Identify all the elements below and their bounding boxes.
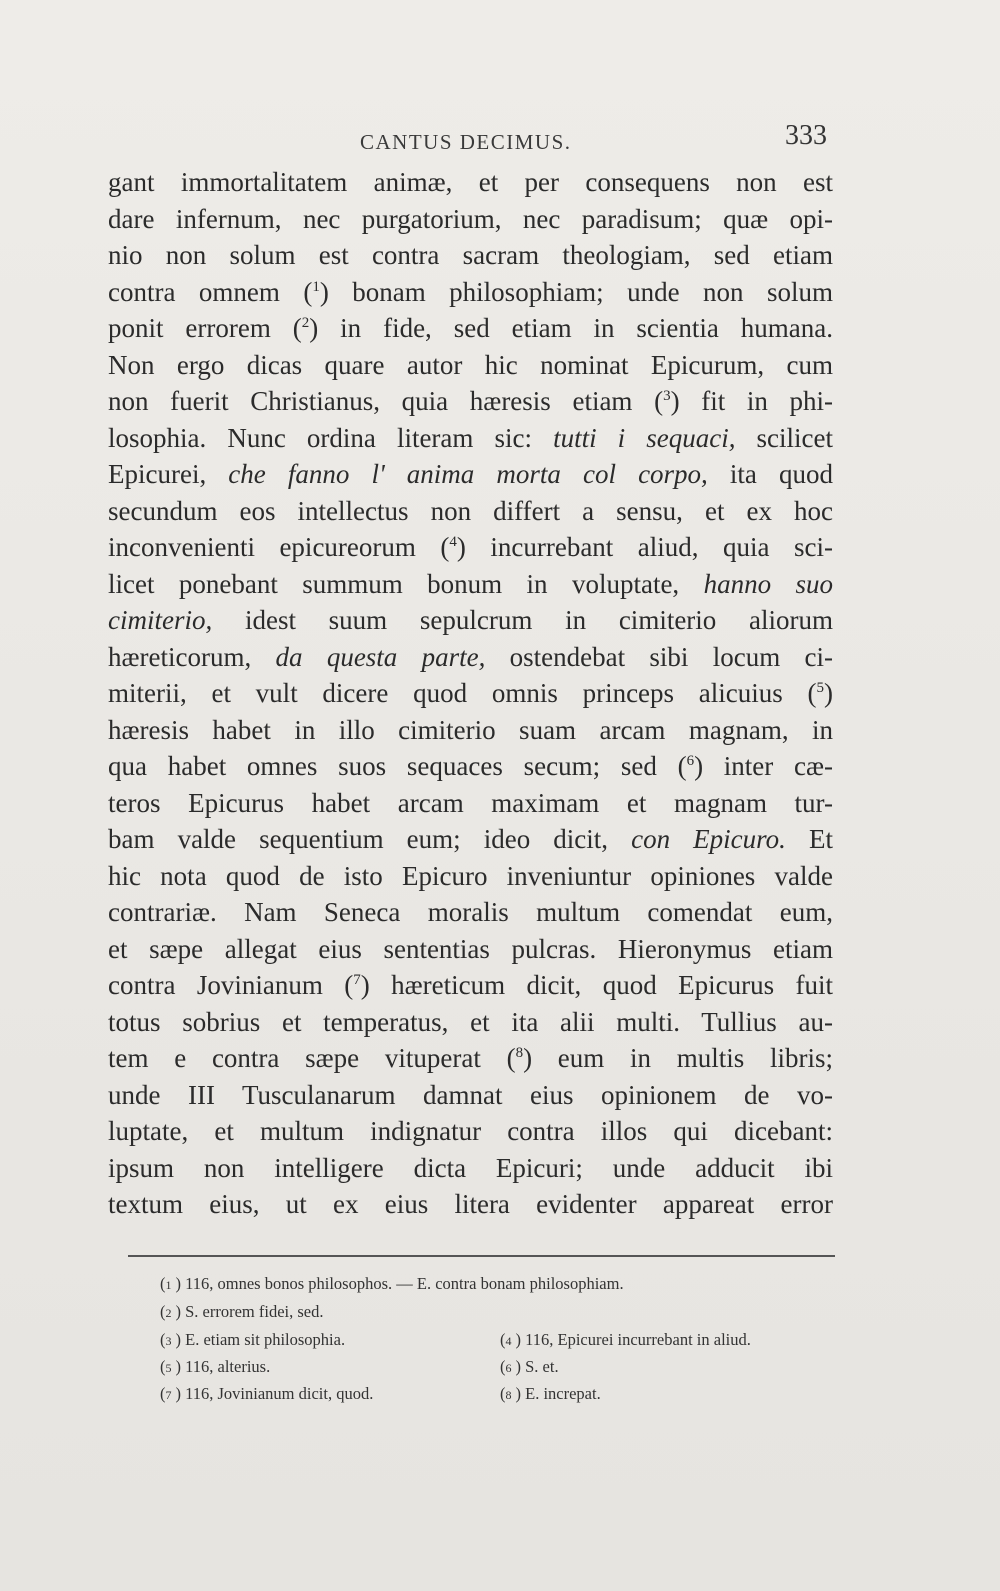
text-segment: contra Jovinianum (: [108, 970, 354, 1000]
footnote-4: (4 ) 116, Epicurei incurrebant in aliud.: [500, 1330, 751, 1349]
text-segment: hæresis habet in illo cimiterio suam arcam magnam, in: [108, 714, 833, 745]
footnote-mark: 1: [165, 1278, 172, 1292]
text-line: [108, 237, 833, 274]
text-segment: licet ponebant summum bonum in voluptate,: [108, 568, 704, 599]
footnote-mark: 3: [165, 1334, 172, 1348]
text-segment: nio non solum est contra sacram theologiam, sed etiam: [108, 240, 833, 270]
footnote-6: (6 ) S. et.: [500, 1357, 559, 1376]
footnote-8: (8 ) E. increpat.: [500, 1384, 601, 1403]
text-line: [108, 1150, 833, 1187]
text-line: [108, 748, 833, 785]
text-segment: idest suum sepulcrum in cimiterio aliorum: [212, 605, 833, 635]
footnote-reference: 2: [301, 315, 310, 331]
text-line: [108, 493, 833, 530]
text-line: [108, 201, 833, 238]
text-segment: ita quod: [707, 459, 833, 489]
footnote-mark: 2: [165, 1306, 172, 1320]
footnote-5: (5 ) 116, alterius.: [160, 1357, 271, 1376]
italic-quotation: tutti i sequaci,: [553, 422, 736, 453]
footnote-reference: 4: [449, 534, 457, 550]
text-segment: ipsum non intelligere dicta Epicuri; unde adducit ibi: [108, 1152, 833, 1183]
text-segment: ): [824, 678, 833, 708]
text-line: [108, 639, 833, 676]
text-segment: ) bonam philosophiam; unde non solum: [319, 276, 833, 307]
text-line: [108, 967, 833, 1004]
text-line: [108, 712, 833, 749]
text-segment: contrariæ. Nam Seneca moralis multum comendat eum,: [108, 897, 833, 927]
footnote-rule: [128, 1255, 835, 1257]
footnote-reference: 3: [663, 388, 671, 404]
text-line: [108, 274, 833, 311]
text-segment: luptate, et multum indignatur contra illos qui dicebant:: [108, 1116, 833, 1146]
text-segment: ) hæreticum dicit, quod Epicurus fuit: [360, 970, 833, 1000]
italic-quotation: da questa parte,: [275, 641, 486, 672]
text-segment: ponit errorem (: [108, 313, 302, 343]
footnote-1: (1 ) 116, omnes bonos philosophos. — E. contra bonam philosophiam.: [160, 1274, 624, 1293]
text-segment: et sæpe allegat eius sententias pulcras. Hieronymus etiam: [108, 933, 833, 964]
text-segment: ) inter cæ-: [694, 751, 833, 781]
text-line: [108, 602, 833, 639]
text-segment: Non ergo dicas quare autor hic nominat Epicurum, cum: [108, 349, 833, 380]
text-segment: miterii, et vult dicere quod omnis princeps alicuius (: [108, 678, 817, 708]
text-segment: hic nota quod de isto Epicuro inveniuntur opiniones valde: [108, 860, 833, 891]
text-segment: contra omnem (: [108, 276, 313, 307]
text-line: [108, 164, 833, 201]
text-line: [108, 310, 833, 347]
text-line: [108, 675, 833, 712]
text-segment: Et: [785, 824, 833, 854]
text-segment: qua habet omnes suos sequaces secum; sed (: [108, 751, 687, 781]
italic-quotation: con Epicuro.: [631, 824, 786, 854]
footnote-mark: 8: [505, 1388, 512, 1402]
text-segment: unde III Tusculanarum damnat eius opinionem de vo-: [108, 1079, 833, 1110]
text-segment: losophia. Nunc ordina literam sic:: [108, 422, 554, 453]
text-line: [108, 858, 833, 895]
footnote-reference: 1: [312, 278, 320, 295]
text-line: [108, 894, 833, 931]
footnote-text: 116, Epicurei incurrebant in aliud.: [525, 1330, 751, 1349]
footnote-2: (2 ) S. errorem fidei, sed.: [160, 1302, 324, 1321]
footnote-row: [160, 1380, 840, 1407]
footnote-7: (7 ) 116, Jovinianum dicit, quod.: [160, 1384, 374, 1403]
text-line: [108, 1186, 833, 1223]
footnote-text: E. increpat.: [525, 1384, 601, 1403]
text-segment: Epicurei,: [108, 459, 229, 489]
text-segment: hæreticorum,: [108, 641, 276, 672]
text-segment: inconvenienti epicureorum (: [108, 532, 450, 562]
footnote-text: 116, omnes bonos philosophos. — E. contra bonam philosophiam.: [185, 1274, 624, 1293]
italic-quotation: cimiterio,: [108, 605, 213, 635]
footnote-reference: 6: [686, 753, 695, 769]
italic-quotation: hanno suo: [703, 568, 833, 599]
text-line: [108, 566, 833, 603]
running-head: [110, 120, 835, 160]
text-segment: gant immortalitatem animæ, et per consequens non est: [108, 167, 833, 197]
footnotes: [160, 1270, 840, 1407]
footnote-row: [160, 1326, 840, 1353]
footnote-reference: 7: [353, 972, 361, 988]
text-segment: ostendebat sibi locum ci-: [485, 641, 833, 672]
footnote-row: [160, 1353, 840, 1380]
text-segment: totus sobrius et temperatus, et ita alii multi. Tullius au-: [108, 1006, 833, 1037]
text-line: [108, 1113, 833, 1150]
text-line: [108, 785, 833, 822]
body-text: [108, 164, 833, 1223]
text-segment: scilicet: [735, 422, 833, 453]
footnote-mark: 4: [505, 1334, 512, 1348]
text-segment: ) fit in phi-: [670, 386, 833, 416]
footnote-mark: 5: [165, 1361, 172, 1375]
text-line: [108, 383, 833, 420]
text-line: [108, 420, 833, 457]
footnote-mark: 6: [505, 1361, 512, 1375]
text-segment: ) incurrebant aliud, quia sci-: [456, 532, 833, 562]
text-line: [108, 456, 833, 493]
text-segment: bam valde sequentium eum; ideo dicit,: [108, 824, 632, 854]
footnote-text: 116, Jovinianum dicit, quod.: [185, 1384, 374, 1403]
text-segment: tem e contra sæpe vituperat (: [108, 1043, 516, 1073]
page-number: 333: [785, 120, 827, 151]
text-line: [108, 529, 833, 566]
text-segment: secundum eos intellectus non differt a sensu, et ex hoc: [108, 495, 833, 526]
footnote-3: (3 ) E. etiam sit philosophia.: [160, 1330, 346, 1349]
text-segment: textum eius, ut ex eius litera evidenter appareat error: [108, 1189, 833, 1219]
footnote-text: S. errorem fidei, sed.: [185, 1302, 324, 1321]
text-segment: ) in fide, sed etiam in scientia humana.: [309, 313, 833, 343]
text-line: [108, 821, 833, 858]
italic-quotation: che fanno l' anima morta col corpo,: [228, 459, 708, 489]
text-line: [108, 1077, 833, 1114]
footnote-text: 116, alterius.: [185, 1357, 271, 1376]
text-line: [108, 1004, 833, 1041]
footnote-mark: 7: [165, 1388, 172, 1402]
running-title: CANTUS DECIMUS.: [360, 130, 572, 154]
footnote-text: E. etiam sit philosophia.: [185, 1330, 346, 1349]
text-segment: teros Epicurus habet arcam maximam et magnam tur-: [108, 787, 833, 818]
text-line: [108, 1040, 833, 1077]
footnote-text: S. et.: [525, 1357, 559, 1376]
footnote-reference: 5: [816, 680, 824, 696]
text-segment: non fuerit Christianus, quia hæresis etiam (: [108, 386, 664, 416]
text-segment: dare infernum, nec purgatorium, nec paradisum; quæ opi-: [108, 203, 833, 234]
text-line: [108, 347, 833, 384]
footnote-reference: 8: [515, 1045, 524, 1061]
text-segment: ) eum in multis libris;: [523, 1043, 833, 1073]
text-line: [108, 931, 833, 968]
